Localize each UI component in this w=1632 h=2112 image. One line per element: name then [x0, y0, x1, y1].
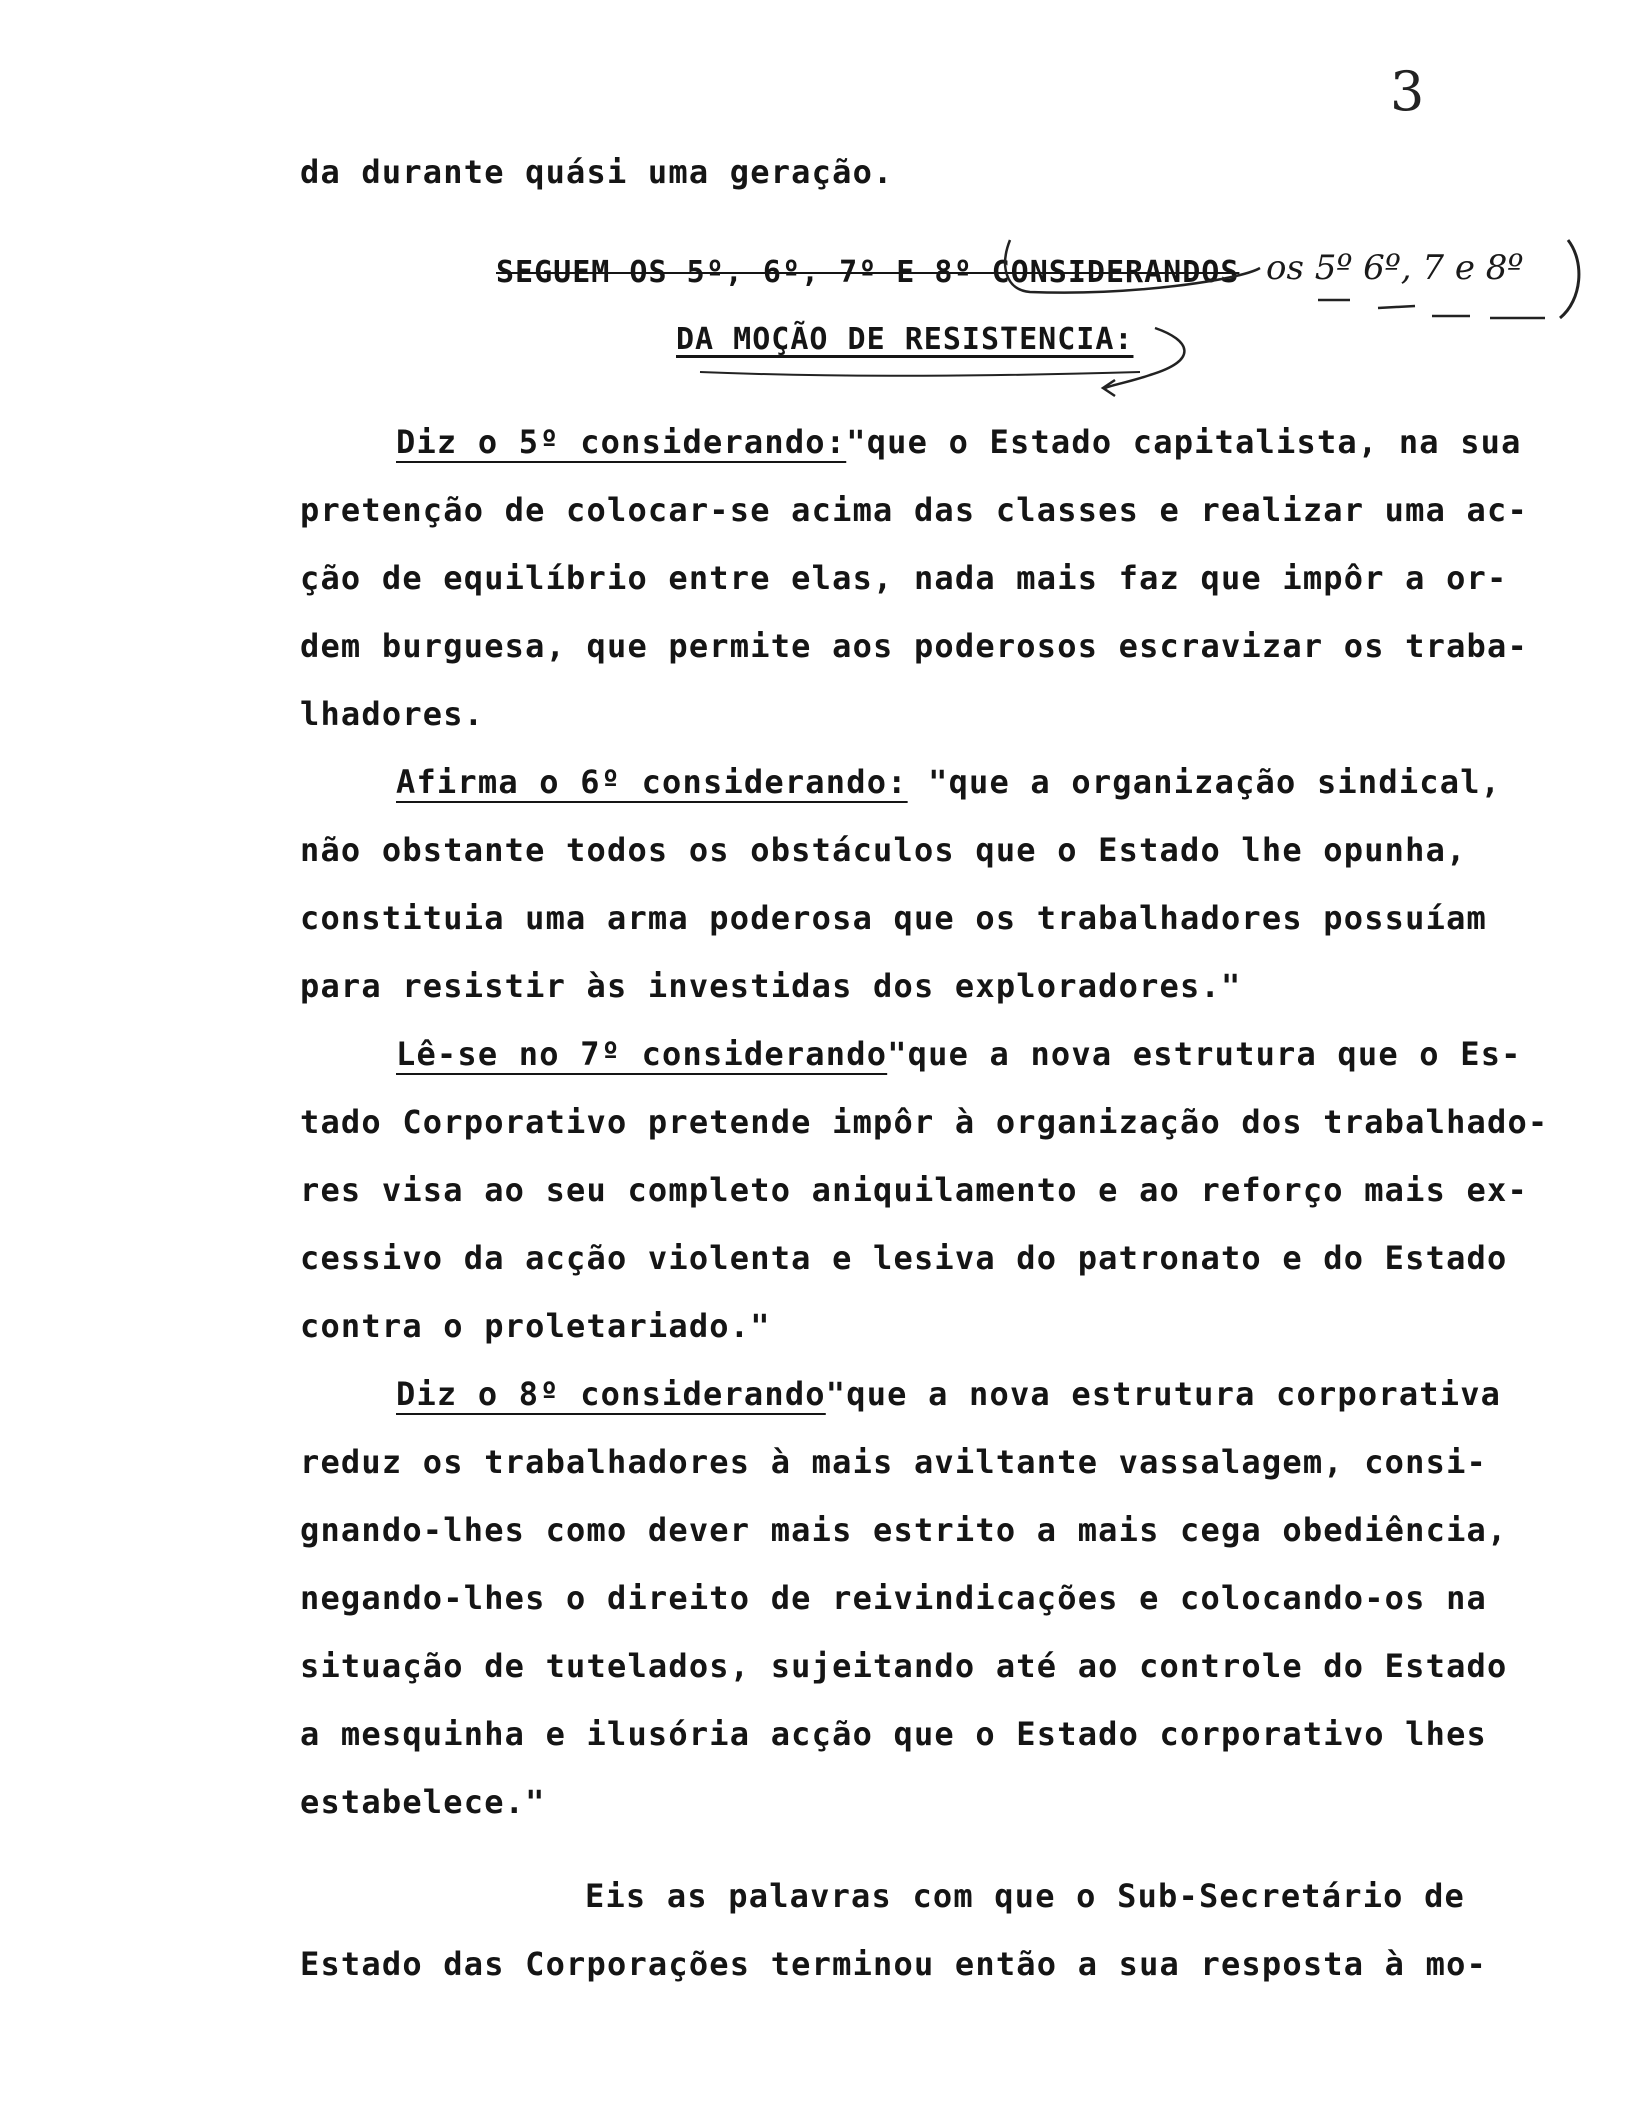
subtitle-arrow-head [1103, 380, 1115, 396]
paragraph-3-line-3: res visa ao seu completo aniquilamento e ao reforço mais ex- [300, 1171, 1528, 1209]
handwritten-insertion: os 5º 6º, 7 e 8º [1266, 248, 1524, 288]
paragraph-2-line-4: para resistir às investidas dos exploradores." [300, 967, 1242, 1005]
paragraph-4-lead: Diz o 8º considerando [396, 1375, 826, 1413]
paragraph-1-line-1: Diz o 5º considerando:"que o Estado capitalista, na sua [396, 423, 1522, 461]
paragraph-4-line-6: a mesquinha e ilusória acção que o Estado corporativo lhes [300, 1715, 1488, 1753]
paragraph-3-line-5: contra o proletariado." [300, 1307, 771, 1345]
paragraph-4-line-3: gnando-lhes como dever mais estrito a mais cega obediência, [300, 1511, 1508, 1549]
paragraph-5-line-1: Eis as palavras com que o Sub-Secretário de [585, 1877, 1466, 1915]
paragraph-1-line-2: pretenção de colocar-se acima das classes e realizar uma ac- [300, 491, 1528, 529]
paragraph-2-line-3: constituia uma arma poderosa que os trabalhadores possuíam [300, 899, 1488, 937]
paragraph-2-line-1: Afirma o 6º considerando: "que a organização sindical, [396, 763, 1502, 801]
paragraph-4-line-4: negando-lhes o direito de reivindicações e colocando-os na [300, 1579, 1488, 1617]
paragraph-5-line-2: Estado das Corporações terminou então a sua resposta à mo- [300, 1945, 1488, 1983]
paragraph-2-lead: Afirma o 6º considerando: [396, 763, 908, 801]
paragraph-1-line-4: dem burguesa, que permite aos poderosos escravizar os traba- [300, 627, 1528, 665]
paragraph-2-line-2: não obstante todos os obstáculos que o Estado lhe opunha, [300, 831, 1467, 869]
paragraph-1-line-5: lhadores. [300, 695, 485, 733]
paragraph-3-line-1: Lê-se no 7º considerando"que a nova estrutura que o Es- [396, 1035, 1522, 1073]
subtitle-underline-mark [700, 372, 1140, 376]
paragraph-4-line-7: estabelece." [300, 1783, 546, 1821]
paragraph-3-line-2: tado Corporativo pretende impôr à organização dos trabalhado- [300, 1103, 1549, 1141]
heading-bracket-right [1560, 240, 1579, 318]
paragraph-3-line-4: cessivo da acção violenta e lesiva do patronato e do Estado [300, 1239, 1508, 1277]
paragraph-4-line-5: situação de tutelados, sujeitando até ao controle do Estado [300, 1647, 1508, 1685]
page-number: 3 [1390, 60, 1425, 123]
paragraph-1-line-3: ção de equilíbrio entre elas, nada mais faz que impôr a or- [300, 559, 1508, 597]
section-subtitle: DA MOÇÃO DE RESISTENCIA: [676, 322, 1134, 357]
opening-line: da durante quási uma geração. [300, 153, 894, 191]
insertion-underline-2 [1378, 306, 1415, 308]
paragraph-1-lead: Diz o 5º considerando: [396, 423, 847, 461]
paragraph-4-line-2: reduz os trabalhadores à mais aviltante vassalagem, consi- [300, 1443, 1488, 1481]
paragraph-3-lead: Lê-se no 7º considerando [396, 1035, 888, 1073]
struck-heading: SEGUEM OS 5º, 6º, 7º E 8º CONSIDERANDOS [496, 255, 1240, 290]
paragraph-4-line-1: Diz o 8º considerando"que a nova estrutura corporativa [396, 1375, 1502, 1413]
